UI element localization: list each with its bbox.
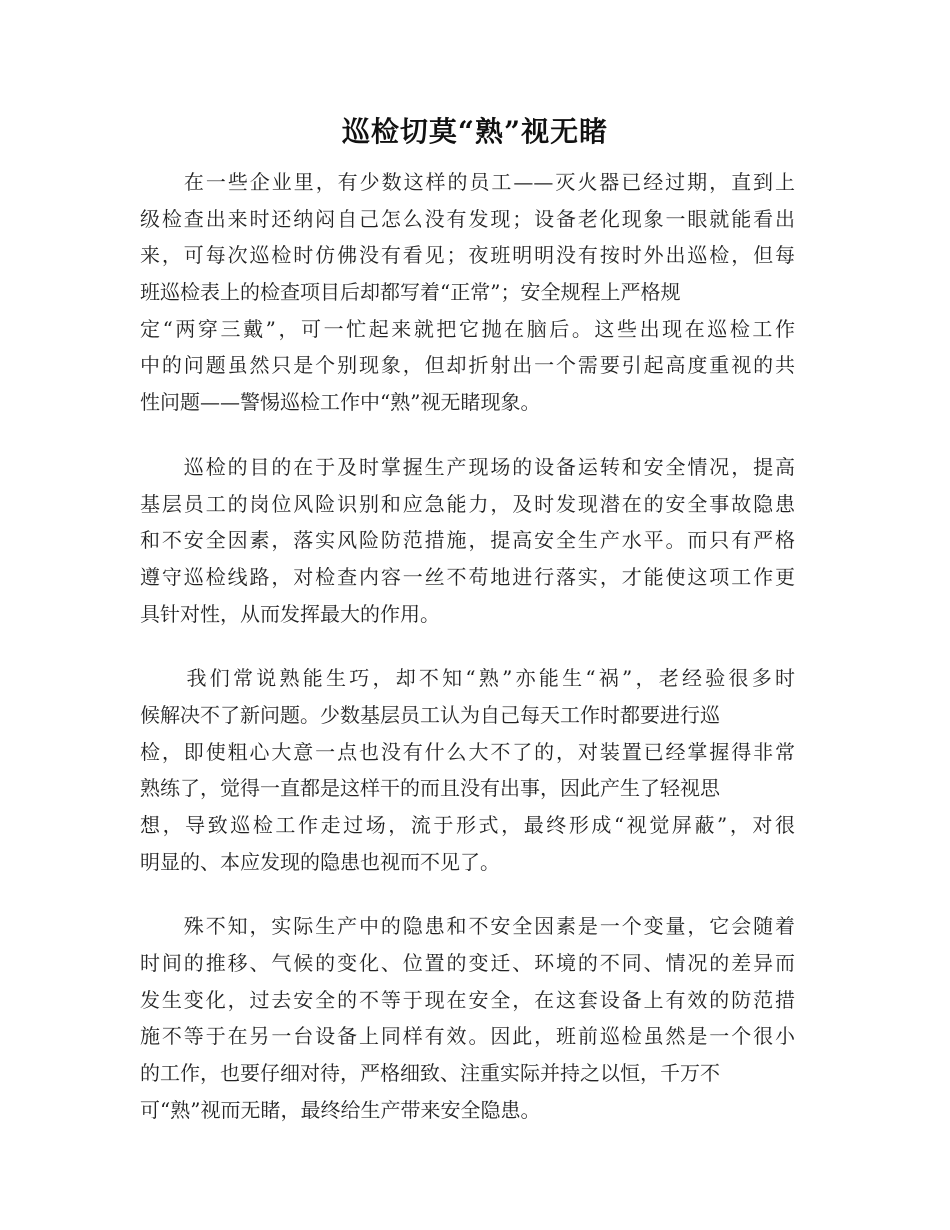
text-line: 中的问题虽然只是个别现象，但却折射出一个需要引起高度重视的共 bbox=[140, 353, 795, 378]
text-line: 在一些企业里，有少数这样的员工——灭火器已经过期，直到上 bbox=[140, 170, 795, 194]
text-line: 巡检的目的在于及时掌握生产现场的设备运转和安全情况，提高 bbox=[140, 454, 795, 479]
text-line: 熟练了，觉得一直都是这样干的而且没有出事，因此产生了轻视思 bbox=[140, 776, 720, 801]
document-title: 巡检切莫“熟”视无睹 bbox=[341, 115, 609, 148]
text-line: 性问题——警惕巡检工作中“熟”视无睹现象。 bbox=[140, 390, 541, 415]
text-line: 的工作，也要仔细对待，严格细致、注重实际并持之以恒，千万不 bbox=[140, 1061, 720, 1086]
text-line: 候解决不了新问题。少数基层员工认为自己每天工作时都要进行巡 bbox=[140, 702, 720, 727]
text-line: 定“两穿三戴”，可一忙起来就把它抛在脑后。这些出现在巡检工作 bbox=[140, 316, 795, 341]
paragraph bbox=[140, 660, 795, 880]
text-line: 来，可每次巡检时仿佛没有看见；夜班明明没有按时外出巡检，但每 bbox=[140, 243, 795, 268]
text-line: 明显的、本应发现的隐患也视而不见了。 bbox=[140, 849, 500, 874]
text-line: 想，导致巡检工作走过场，流于形式，最终形成“视觉屏蔽”，对很 bbox=[140, 813, 795, 837]
text-line: 基层员工的岗位风险识别和应急能力，及时发现潜在的安全事故隐患 bbox=[140, 491, 795, 516]
text-line: 遵守巡检线路，对检查内容一丝不苟地进行落实，才能使这项工作更 bbox=[140, 564, 795, 589]
text-line: 班巡检表上的检查项目后却都写着“正常”；安全规程上严格规 bbox=[140, 280, 681, 305]
paragraph bbox=[140, 449, 795, 632]
document-body bbox=[140, 164, 795, 1157]
text-line: 检，即使粗心大意一点也没有什么大不了的，对装置已经掌握得非常 bbox=[140, 739, 795, 764]
text-line: 施不等于在另一台设备上同样有效。因此，班前巡检虽然是一个很小 bbox=[140, 1024, 795, 1049]
text-line: 具针对性，从而发挥最大的作用。 bbox=[140, 601, 440, 626]
text-line: 殊不知，实际生产中的隐患和不安全因素是一个变量，它会随着 bbox=[140, 914, 795, 939]
text-line: 时间的推移、气候的变化、位置的变迁、环境的不同、情况的差异而 bbox=[140, 951, 795, 976]
text-line: 我们常说熟能生巧，却不知“熟”亦能生“祸”，老经验很多时 bbox=[140, 666, 795, 691]
paragraph bbox=[140, 908, 795, 1128]
text-line: 发生变化，过去安全的不等于现在安全，在这套设备上有效的防范措 bbox=[140, 987, 795, 1012]
text-line: 级检查出来时还纳闷自己怎么没有发现；设备老化现象一眼就能看出 bbox=[140, 206, 795, 231]
text-line: 可“熟”视而无睹，最终给生产带来安全隐患。 bbox=[140, 1097, 541, 1122]
paragraph bbox=[140, 164, 795, 421]
text-line: 和不安全因素，落实风险防范措施，提高安全生产水平。而只有严格 bbox=[140, 528, 795, 553]
